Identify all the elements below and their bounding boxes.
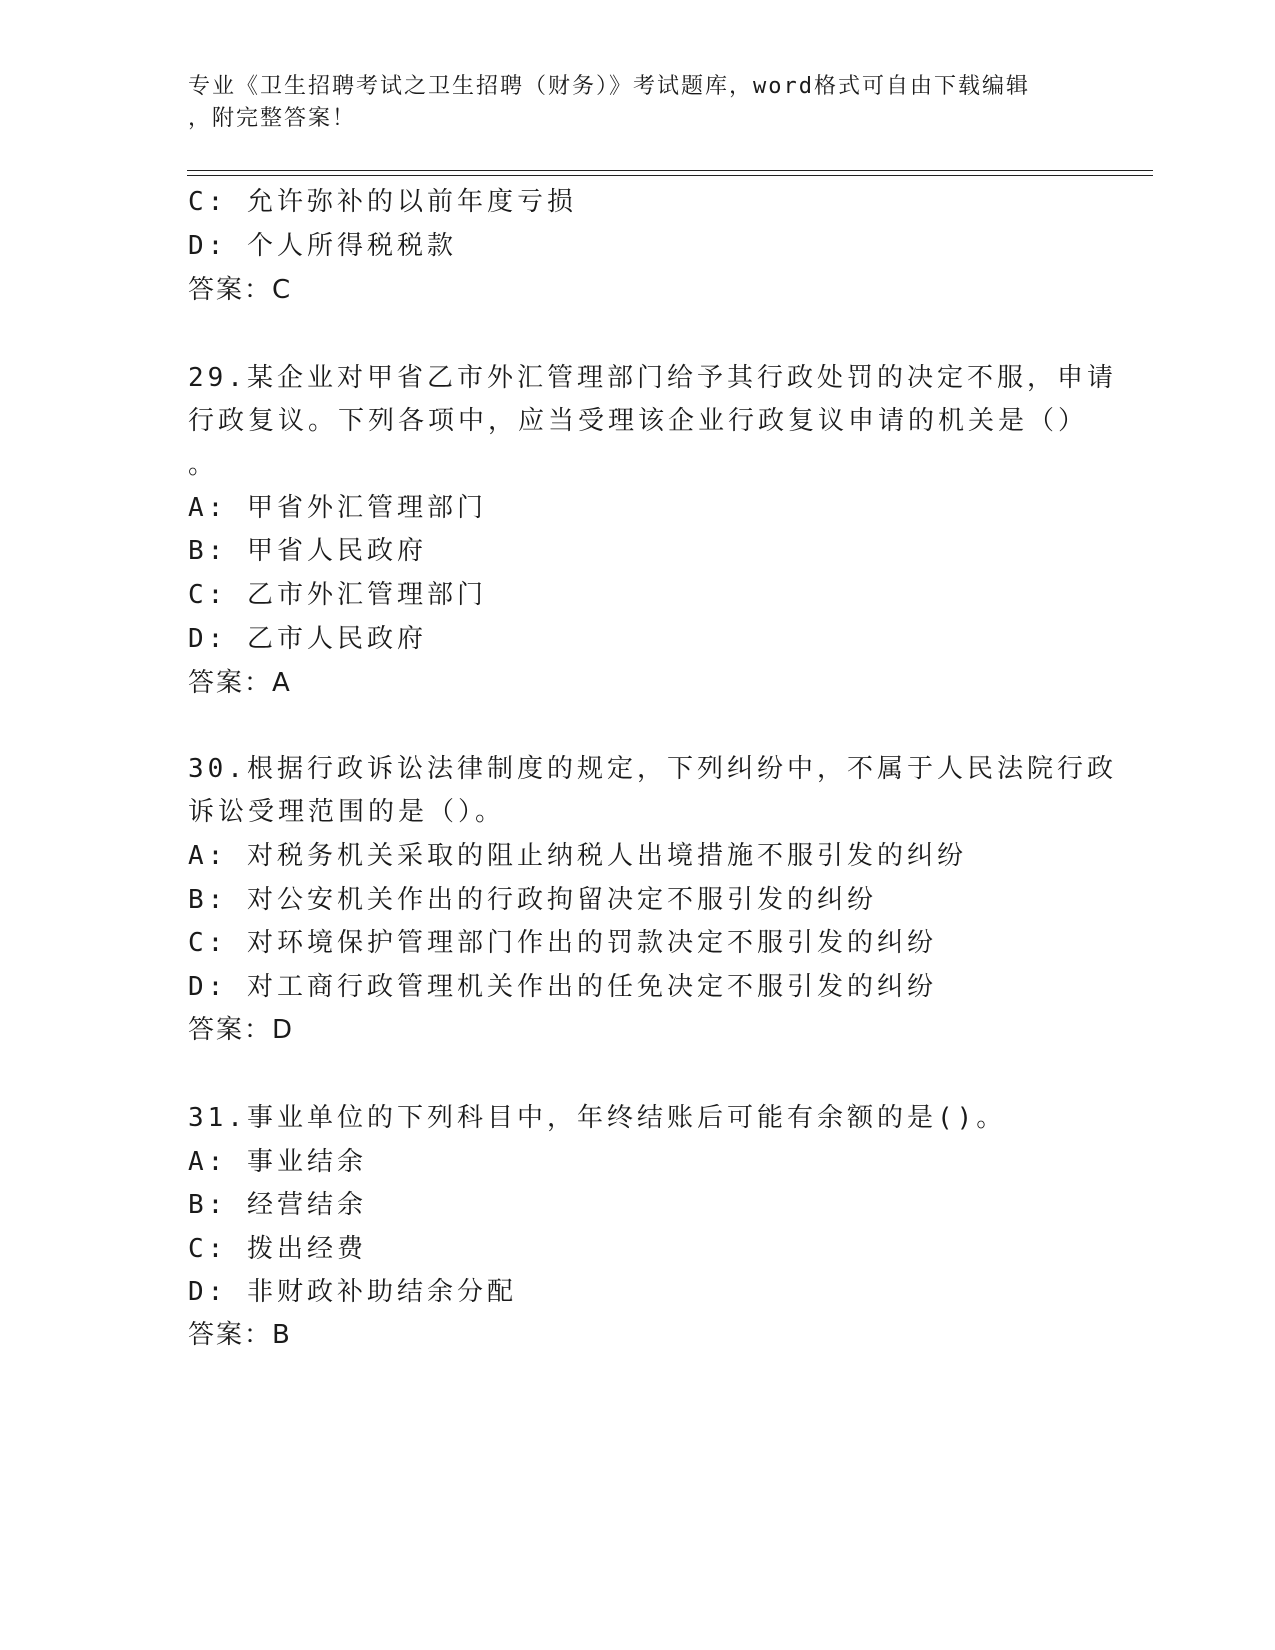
- q31-option-b: B: 经营结余: [188, 1190, 367, 1220]
- q29-stem-line-3: 。: [188, 450, 219, 480]
- q30-answer: 答案：D: [188, 1015, 295, 1045]
- q29-stem-line-2: 行政复议。下列各项中，应当受理该企业行政复议申请的机关是（）: [188, 406, 1089, 436]
- q29-answer: 答案：A: [188, 668, 292, 698]
- q29-option-d: D: 乙市人民政府: [188, 624, 427, 654]
- q30-option-b: B: 对公安机关作出的行政拘留决定不服引发的纠纷: [188, 885, 877, 915]
- q29-stem-line-1: 29.某企业对甲省乙市外汇管理部门给予其行政处罚的决定不服，申请: [188, 363, 1117, 393]
- header-divider-top: [187, 170, 1153, 171]
- q28-answer: 答案：C: [188, 275, 293, 305]
- q31-stem-line-1: 31.事业单位的下列科目中，年终结账后可能有余额的是()。: [188, 1103, 1007, 1133]
- q30-option-d: D: 对工商行政管理机关作出的任免决定不服引发的纠纷: [188, 972, 937, 1002]
- q30-option-c: C: 对环境保护管理部门作出的罚款决定不服引发的纠纷: [188, 928, 937, 958]
- header-divider-bottom: [187, 175, 1153, 176]
- q31-option-a: A: 事业结余: [188, 1147, 367, 1177]
- q31-answer: 答案：B: [188, 1320, 292, 1350]
- q28-option-d: D: 个人所得税税款: [188, 231, 457, 261]
- q29-option-b: B: 甲省人民政府: [188, 536, 427, 566]
- q29-option-a: A: 甲省外汇管理部门: [188, 493, 487, 523]
- q31-option-d: D: 非财政补助结余分配: [188, 1277, 517, 1307]
- header-title-line-1: 专业《卫生招聘考试之卫生招聘（财务）》考试题库，word格式可自由下载编辑: [188, 74, 1030, 99]
- q30-option-a: A: 对税务机关采取的阻止纳税人出境措施不服引发的纠纷: [188, 841, 967, 871]
- q29-option-c: C: 乙市外汇管理部门: [188, 580, 487, 610]
- q28-option-c: C: 允许弥补的以前年度亏损: [188, 187, 577, 217]
- q30-stem-line-2: 诉讼受理范围的是（）。: [188, 797, 506, 827]
- q30-stem-line-1: 30.根据行政诉讼法律制度的规定，下列纠纷中，不属于人民法院行政: [188, 754, 1117, 784]
- header-title-line-2: ，附完整答案！: [188, 106, 357, 131]
- q31-option-c: C: 拨出经费: [188, 1234, 367, 1264]
